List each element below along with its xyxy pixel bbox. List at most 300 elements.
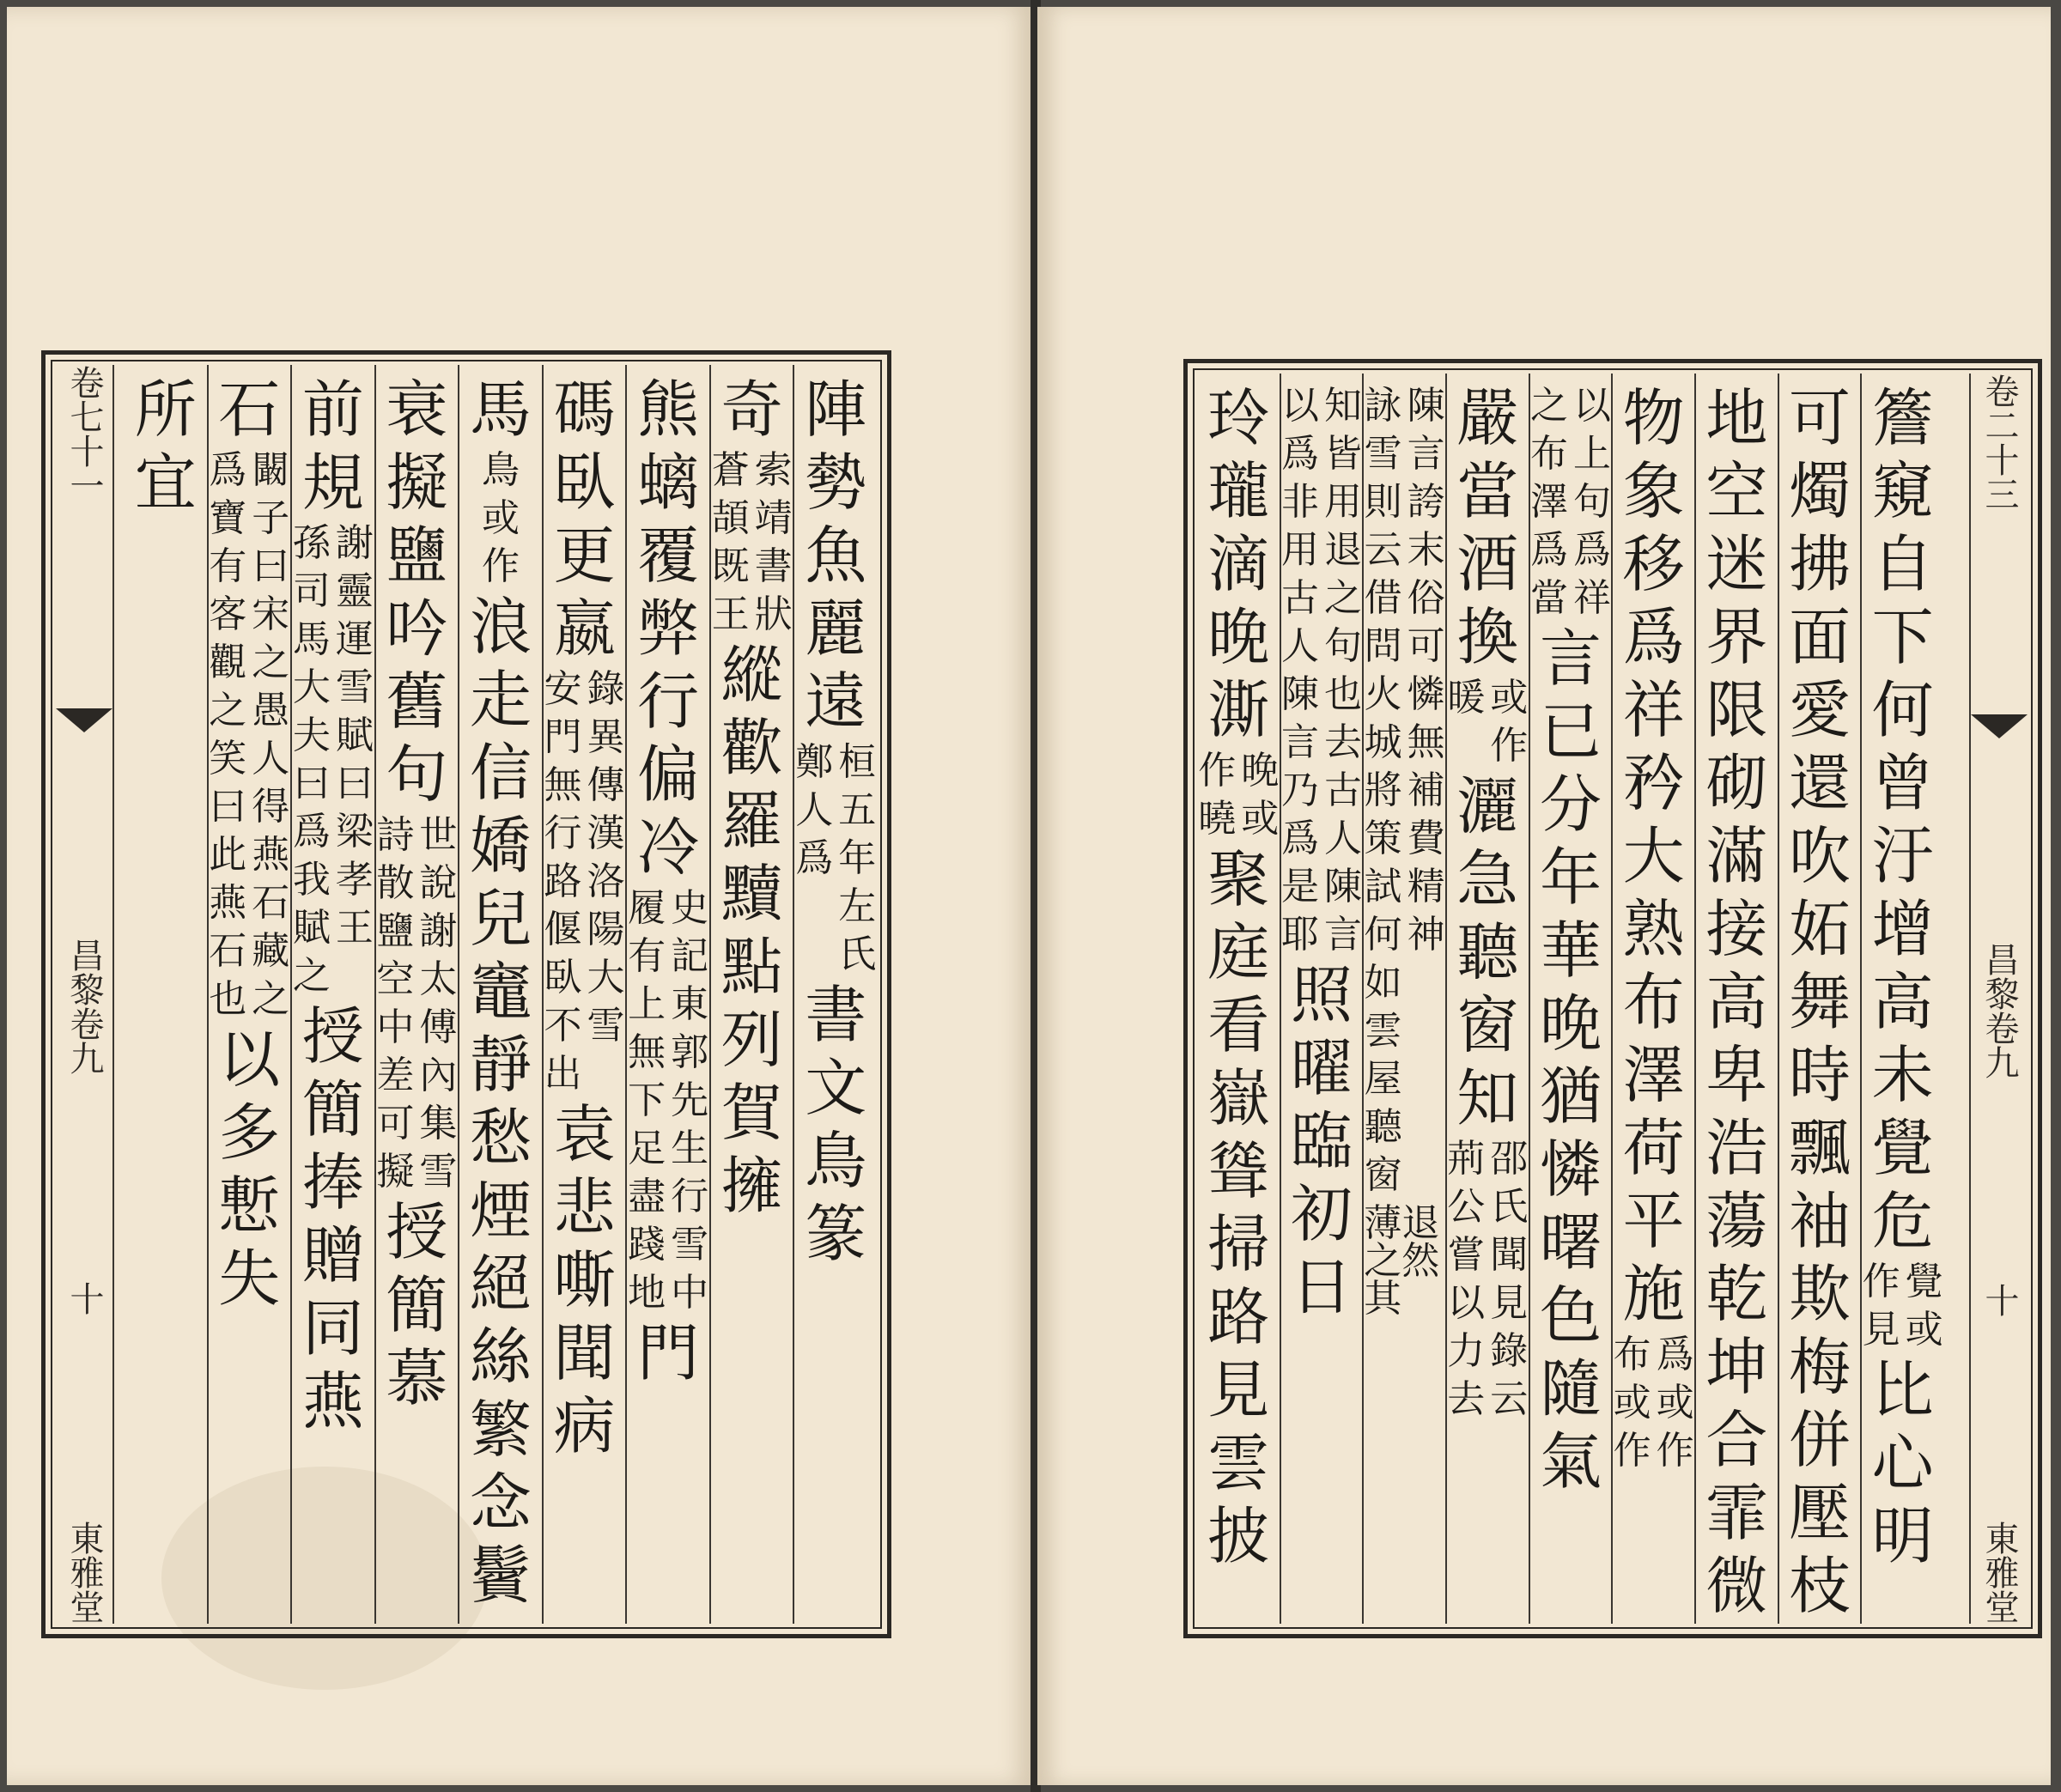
annotation-character: 集 — [419, 1102, 458, 1145]
main-character: 前 — [301, 374, 364, 446]
main-character: 擬 — [386, 446, 448, 519]
annotation-character: 爲 — [209, 448, 247, 492]
annotation-character: 詠 — [1364, 384, 1402, 428]
annotation-character: 郭 — [671, 1030, 709, 1074]
annotation-character: 不 — [544, 1004, 582, 1048]
annotation-character: 可 — [1407, 624, 1445, 668]
main-character: 浪 — [469, 591, 532, 663]
annotation-character: 出 — [544, 1052, 582, 1096]
annotation-character: 古 — [1280, 576, 1319, 620]
text-column — [207, 365, 291, 1624]
main-character: 規 — [301, 446, 364, 519]
main-character: 授 — [386, 1196, 448, 1268]
annotation-column — [795, 740, 834, 984]
main-character: 妬 — [1788, 893, 1851, 965]
main-character: 比 — [1871, 1354, 1934, 1426]
annotation-character: 世 — [419, 813, 458, 857]
text-column — [709, 365, 793, 1624]
annotation-character: 書 — [754, 544, 793, 588]
annotation-character: 大 — [292, 665, 331, 709]
main-character: 舞 — [1788, 966, 1851, 1038]
main-character: 瓏 — [1207, 455, 1270, 527]
right-margin-title: 昌黎卷九 — [1979, 942, 2019, 1079]
main-character: 簡 — [301, 1073, 364, 1145]
text-column — [1362, 374, 1445, 1624]
text-column — [625, 365, 709, 1624]
main-character: 鳥 — [805, 1125, 867, 1197]
main-character: 已 — [1539, 696, 1602, 768]
main-character: 嬴 — [553, 592, 616, 665]
text-column — [1694, 374, 1778, 1624]
annotation-character: 我 — [292, 858, 331, 902]
annotation-character: 有 — [209, 544, 247, 588]
annotation-character: 氏 — [838, 932, 877, 976]
annotation-character: 偃 — [544, 908, 582, 951]
left-margin-hall: 東雅堂 — [64, 1521, 104, 1624]
annotation-character: 乃 — [1280, 768, 1319, 812]
annotation-column — [419, 813, 458, 1201]
main-character: 當 — [1456, 455, 1519, 527]
annotation-character: 祥 — [1572, 576, 1611, 620]
annotation-character: 力 — [1447, 1329, 1486, 1373]
main-character: 簡 — [386, 1269, 448, 1341]
annotation-character: 神 — [1407, 913, 1445, 957]
main-character: 面 — [1788, 601, 1851, 673]
text-column — [1280, 374, 1363, 1624]
annotation-character: 用 — [1323, 480, 1362, 524]
annotation-character: 或 — [1905, 1308, 1943, 1352]
main-character: 言 — [1539, 623, 1602, 695]
main-character: 危 — [1871, 1185, 1934, 1257]
annotation-block — [292, 521, 374, 1005]
annotation-character: 聞 — [1490, 1233, 1529, 1277]
annotation-character: 差 — [376, 1054, 415, 1097]
annotation-character: 年 — [838, 836, 877, 880]
main-character: 併 — [1788, 1404, 1851, 1476]
annotation-character: 頡 — [711, 496, 750, 540]
main-character: 砌 — [1705, 747, 1768, 819]
annotation-column — [292, 521, 331, 1005]
annotation-character: 爲 — [292, 810, 331, 853]
main-character: 愁 — [469, 1102, 532, 1174]
annotation-column — [481, 448, 520, 596]
main-character: 煙 — [469, 1175, 532, 1247]
annotation-character: 用 — [1280, 528, 1319, 572]
main-character: 臨 — [1290, 1105, 1353, 1177]
annotation-character: 公 — [1447, 1185, 1486, 1229]
annotation-character: 觀 — [209, 641, 247, 684]
main-character: 平 — [1622, 1185, 1685, 1257]
annotation-character: 雪 — [1364, 432, 1402, 476]
annotation-block — [1613, 1333, 1694, 1480]
annotation-character: 東 — [671, 982, 709, 1026]
annotation-character: 問 — [1364, 624, 1402, 668]
annotation-character: 夫 — [292, 714, 331, 757]
main-character: 曙 — [1539, 1206, 1602, 1279]
annotation-character: 行 — [544, 811, 582, 855]
main-character: 聳 — [1207, 1135, 1270, 1207]
main-character: 熟 — [1622, 893, 1685, 965]
annotation-character: 燕 — [209, 881, 247, 925]
annotation-character: 爲 — [795, 836, 834, 880]
annotation-character: 作 — [1656, 1429, 1694, 1473]
annotation-character: 傅 — [419, 1005, 458, 1049]
main-character: 慙 — [218, 1169, 281, 1242]
annotation-character: 爲 — [1656, 1333, 1694, 1376]
main-character: 聚 — [1207, 843, 1270, 915]
annotation-character: 以 — [1572, 384, 1611, 428]
main-character: 霏 — [1705, 1477, 1768, 1549]
main-character: 枝 — [1788, 1550, 1851, 1622]
annotation-character: 闞 — [252, 448, 290, 492]
main-character: 奇 — [720, 374, 783, 446]
annotation-character: 雪 — [335, 665, 374, 709]
main-character: 舊 — [386, 665, 448, 738]
main-character: 換 — [1456, 601, 1519, 673]
annotation-character: 覺 — [1905, 1260, 1943, 1303]
text-column — [290, 365, 374, 1624]
text-column — [374, 365, 459, 1624]
main-character: 梅 — [1788, 1331, 1851, 1403]
annotation-character: 宋 — [252, 592, 290, 636]
main-character: 鬢 — [469, 1540, 532, 1612]
annotation-character: 靖 — [754, 496, 793, 540]
annotation-character: 洛 — [587, 860, 625, 903]
left-margin-strip — [56, 365, 114, 1624]
annotation-character: 門 — [544, 715, 582, 759]
annotation-column — [1613, 1333, 1651, 1480]
annotation-character: 司 — [292, 569, 331, 613]
main-character: 絲 — [469, 1321, 532, 1393]
annotation-character: 上 — [628, 982, 666, 1026]
main-character: 滴 — [1207, 528, 1270, 600]
annotation-character: 之 — [1529, 384, 1568, 428]
annotation-character: 鄭 — [795, 740, 834, 784]
fish-tail-icon — [56, 708, 112, 732]
annotation-character: 太 — [419, 957, 458, 1001]
annotation-character: 晚 — [1241, 749, 1280, 793]
annotation-block — [711, 448, 793, 644]
annotation-character: 陳 — [1407, 384, 1445, 428]
main-character: 矜 — [1622, 747, 1685, 819]
annotation-character: 踐 — [628, 1223, 666, 1267]
annotation-character: 路 — [544, 860, 582, 903]
main-character: 見 — [1207, 1354, 1270, 1426]
annotation-character: 或 — [1241, 797, 1280, 841]
main-character: 庭 — [1207, 916, 1270, 988]
annotation-column — [671, 886, 709, 1322]
annotation-character: 爲 — [1280, 432, 1319, 476]
annotation-character: 此 — [209, 833, 247, 877]
main-character: 知 — [1456, 1062, 1519, 1134]
main-character: 覺 — [1871, 1112, 1934, 1184]
annotation-character: 邵 — [1490, 1137, 1529, 1181]
annotation-character: 曰 — [292, 762, 331, 805]
annotation-character: 擬 — [376, 1150, 415, 1194]
annotation-character: 異 — [587, 715, 625, 759]
main-character: 燕 — [301, 1365, 364, 1437]
main-character: 燭 — [1788, 455, 1851, 527]
main-character: 冷 — [637, 811, 700, 884]
main-character: 還 — [1788, 747, 1851, 819]
main-character: 多 — [218, 1096, 281, 1169]
annotation-character: 無 — [544, 763, 582, 807]
annotation-character: 言 — [1323, 913, 1362, 957]
annotation-character: 履 — [628, 886, 666, 930]
right-page — [1037, 7, 2051, 1785]
annotation-character: 既 — [711, 544, 750, 588]
right-text-columns — [1198, 374, 1943, 1624]
main-character: 石 — [218, 374, 281, 446]
right-margin-volume: 卷二十三 — [1979, 374, 2019, 511]
main-character: 微 — [1705, 1550, 1768, 1622]
main-character: 披 — [1207, 1500, 1270, 1572]
main-character: 雲 — [1207, 1427, 1270, 1499]
annotation-character: 足 — [628, 1127, 666, 1170]
main-character: 蕩 — [1705, 1185, 1768, 1257]
annotation-character: 去 — [1447, 1377, 1486, 1421]
right-text-frame — [1183, 359, 2042, 1638]
main-character: 熊 — [637, 374, 700, 446]
annotation-character: 人 — [795, 788, 834, 832]
fish-tail-icon — [1971, 714, 2028, 738]
main-character: 靜 — [469, 1029, 532, 1101]
main-character: 分 — [1539, 768, 1602, 841]
annotation-character: 索 — [754, 448, 793, 492]
annotation-character: 謝 — [335, 521, 374, 565]
main-character: 繁 — [469, 1394, 532, 1466]
main-character: 螭 — [637, 446, 700, 519]
annotation-character: 桓 — [838, 740, 877, 784]
annotation-character: 費 — [1407, 817, 1445, 860]
main-character: 門 — [637, 1317, 700, 1389]
annotation-character: 也 — [1323, 672, 1362, 716]
annotation-column — [1490, 1137, 1529, 1429]
main-character: 未 — [1871, 1039, 1934, 1111]
main-character: 猶 — [1539, 1060, 1602, 1133]
main-character: 絕 — [469, 1248, 532, 1320]
main-character: 魚 — [805, 519, 867, 592]
main-character: 鹽 — [386, 519, 448, 592]
annotation-character: 言 — [1407, 432, 1445, 476]
main-character: 嚴 — [1456, 382, 1519, 454]
main-character: 聽 — [1456, 916, 1519, 988]
annotation-block — [1862, 1260, 1943, 1359]
main-character: 色 — [1539, 1279, 1602, 1352]
annotation-character: 鳥 — [481, 448, 520, 492]
annotation-character: 說 — [419, 861, 458, 905]
left-text-columns — [125, 365, 877, 1624]
main-character: 玲 — [1207, 382, 1270, 454]
annotation-column — [1529, 384, 1568, 628]
main-character: 愛 — [1788, 674, 1851, 746]
main-character: 空 — [1705, 455, 1768, 527]
text-column — [1198, 374, 1280, 1624]
annotation-character: 云 — [1364, 528, 1402, 572]
annotation-column — [1447, 676, 1486, 775]
right-margin-page: 十 — [1979, 1283, 2019, 1317]
main-character: 初 — [1290, 1178, 1353, 1250]
annotation-character: 蒼 — [711, 448, 750, 492]
annotation-character: 火 — [1364, 672, 1402, 716]
main-character: 澌 — [1207, 674, 1270, 746]
annotation-character: 爲 — [1280, 817, 1319, 860]
annotation-character: 馬 — [292, 617, 331, 661]
main-character: 地 — [1705, 382, 1768, 454]
annotation-character: 見 — [1862, 1308, 1900, 1352]
annotation-character: 錄 — [1490, 1329, 1529, 1373]
main-character: 竈 — [469, 956, 532, 1028]
annotation-character: 愚 — [252, 689, 290, 732]
right-margin-hall: 東雅堂 — [1979, 1521, 2019, 1624]
annotation-column — [376, 813, 415, 1201]
annotation-character: 句 — [1323, 624, 1362, 668]
main-character: 增 — [1871, 893, 1934, 965]
annotation-character: 暖 — [1447, 676, 1486, 720]
main-character: 布 — [1622, 966, 1685, 1038]
main-character: 晚 — [1539, 987, 1602, 1060]
annotation-character: 布 — [1613, 1333, 1651, 1376]
main-character: 時 — [1788, 1039, 1851, 1111]
annotation-character: 左 — [838, 884, 877, 928]
annotation-block — [209, 448, 290, 1029]
annotation-block — [795, 740, 877, 984]
main-character: 心 — [1871, 1427, 1934, 1499]
main-character: 可 — [1788, 382, 1851, 454]
annotation-character: 記 — [671, 934, 709, 978]
annotation-character: 人 — [1280, 624, 1319, 668]
annotation-character: 皆 — [1323, 432, 1362, 476]
annotation-character: 盡 — [628, 1175, 666, 1218]
annotation-column — [1656, 1333, 1694, 1480]
main-character: 念 — [469, 1467, 532, 1539]
main-character: 嶽 — [1207, 1062, 1270, 1134]
annotation-character: 將 — [1364, 768, 1402, 812]
annotation-column — [252, 448, 290, 1029]
annotation-character: 曉 — [1198, 797, 1237, 841]
main-character: 擁 — [720, 1150, 783, 1222]
main-character: 壓 — [1788, 1477, 1851, 1549]
text-column — [1611, 374, 1694, 1624]
annotation-character: 去 — [1323, 720, 1362, 764]
annotation-character: 或 — [1490, 676, 1529, 720]
main-character: 篆 — [805, 1198, 867, 1270]
annotation-character: 燕 — [252, 833, 290, 877]
annotation-character: 以 — [1447, 1281, 1486, 1325]
annotation-block — [481, 448, 520, 596]
main-character: 灑 — [1456, 770, 1519, 842]
main-character: 陣 — [805, 374, 867, 446]
annotation-character: 之 — [209, 689, 247, 732]
annotation-character: 如 — [1364, 961, 1402, 1005]
annotation-character: 錄 — [587, 667, 625, 711]
main-character: 爲 — [1622, 601, 1685, 673]
annotation-character: 漢 — [587, 811, 625, 855]
annotation-column — [1280, 384, 1319, 964]
annotation-column — [754, 448, 793, 644]
annotation-character: 下 — [628, 1078, 666, 1122]
main-character: 拂 — [1788, 528, 1851, 600]
annotation-character: 作 — [481, 544, 520, 588]
main-character: 簷 — [1871, 382, 1934, 454]
annotation-column — [1862, 1260, 1900, 1359]
annotation-character: 借 — [1364, 576, 1402, 620]
annotation-character: 以 — [1280, 384, 1319, 428]
main-character: 日 — [1290, 1251, 1353, 1323]
annotation-character: 狀 — [754, 592, 793, 636]
annotation-character: 爲 — [1529, 528, 1568, 572]
annotation-character: 俗 — [1407, 576, 1445, 620]
annotation-block — [1447, 1137, 1529, 1429]
main-character: 年 — [1539, 841, 1602, 914]
annotation-character: 雪 — [419, 1150, 458, 1194]
left-page — [7, 7, 1034, 1785]
main-character: 祥 — [1622, 674, 1685, 746]
annotation-character: 賦 — [292, 906, 331, 950]
main-character: 麗 — [805, 592, 867, 665]
annotation-character: 中 — [376, 1005, 415, 1049]
annotation-character: 空 — [376, 957, 415, 1001]
main-character: 坤 — [1705, 1331, 1768, 1403]
main-character: 宜 — [134, 446, 197, 519]
main-character: 碼 — [553, 374, 616, 446]
annotation-character: 荊 — [1447, 1137, 1486, 1181]
annotation-character: 先 — [671, 1078, 709, 1122]
annotation-character: 雲 — [1364, 1009, 1402, 1053]
main-character: 聞 — [553, 1317, 616, 1389]
main-character: 信 — [469, 737, 532, 809]
main-character: 慕 — [386, 1342, 448, 1414]
left-margin-page: 十 — [64, 1280, 104, 1315]
annotation-character: 上 — [1572, 432, 1611, 476]
main-character: 點 — [720, 931, 783, 1003]
annotation-column — [335, 521, 374, 1005]
main-character: 歡 — [720, 712, 783, 784]
main-character: 大 — [1622, 820, 1685, 892]
annotation-character: 臥 — [544, 956, 582, 999]
main-character: 覆 — [637, 519, 700, 592]
text-column — [1778, 374, 1861, 1624]
annotation-block — [1198, 749, 1280, 848]
annotation-character: 陳 — [1280, 672, 1319, 716]
annotation-character: 梁 — [335, 810, 374, 853]
main-character: 偏 — [637, 738, 700, 811]
main-character: 同 — [301, 1292, 364, 1364]
main-character: 更 — [553, 519, 616, 592]
annotation-character: 作 — [1862, 1260, 1900, 1303]
main-character: 象 — [1622, 455, 1685, 527]
annotation-column — [1447, 1137, 1486, 1429]
main-character: 欺 — [1788, 1258, 1851, 1330]
main-character: 縱 — [720, 639, 783, 711]
annotation-character: 誇 — [1407, 480, 1445, 524]
annotation-character: 王 — [335, 906, 374, 950]
main-character: 高 — [1705, 966, 1768, 1038]
annotation-character: 謝 — [419, 909, 458, 953]
annotation-character: 聽 — [1364, 1105, 1402, 1149]
annotation-block — [1280, 384, 1362, 964]
annotation-character: 之 — [252, 641, 290, 684]
annotation-character: 作 — [1198, 749, 1237, 793]
text-column — [1445, 374, 1529, 1624]
annotation-column — [628, 886, 666, 1322]
annotation-column — [1407, 384, 1445, 1205]
annotation-column — [587, 667, 625, 1103]
text-column — [1529, 374, 1612, 1624]
annotation-character: 藏 — [252, 929, 290, 973]
annotation-character: 石 — [252, 881, 290, 925]
left-margin-volume: 卷七十一 — [64, 365, 104, 502]
